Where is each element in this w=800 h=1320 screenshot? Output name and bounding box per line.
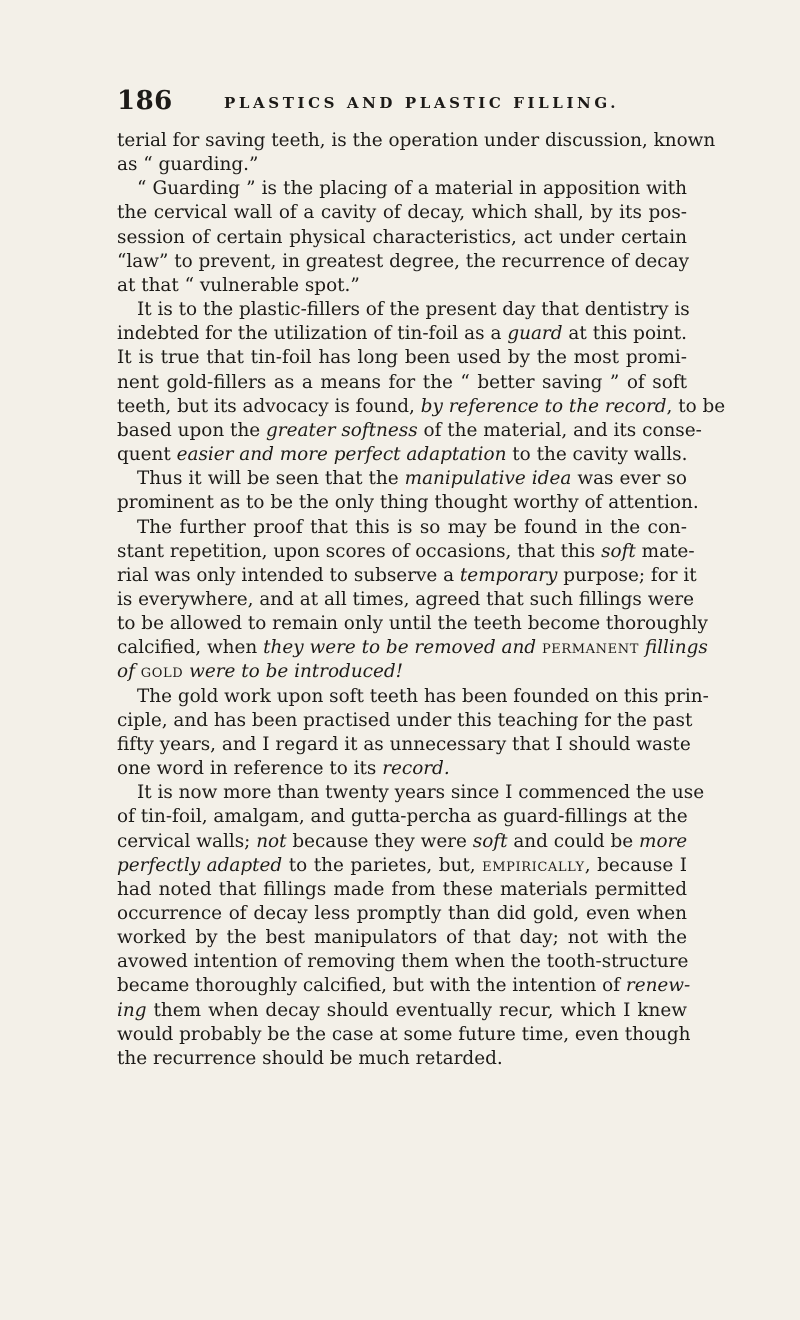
text-line (117, 1047, 687, 1071)
text-segment: fifty years, and I regard it as unnecessary that I should waste (117, 733, 691, 755)
text-segment: , to be (666, 395, 726, 417)
text-segment: calcified, when (117, 637, 264, 659)
text-line (117, 636, 708, 660)
text-segment: the cervical wall of a cavity of decay, which shall, by its pos- (117, 202, 687, 224)
text-segment: “law” to prevent, in greatest degree, the recurrence of decay (117, 250, 689, 272)
text-line (117, 226, 687, 250)
text-line (117, 467, 687, 491)
text-line (117, 1023, 691, 1047)
text-segment: The further proof that this is so may be found in the con- (137, 516, 687, 538)
text-segment: at this point. (562, 323, 687, 345)
text-segment: It is now more than twenty years since I commenced the use (137, 782, 705, 804)
text-segment: avowed intention of removing them when the tooth-structure (117, 951, 689, 973)
small-caps-text: gold (140, 661, 184, 683)
text-line (117, 298, 690, 322)
italic-text: record. (382, 758, 450, 780)
text-line (117, 950, 687, 974)
italic-text: perfectly adapted (117, 854, 283, 876)
italic-text: by reference to the record (420, 395, 667, 417)
text-segment: ciple, and has been practised under this teaching for the past (117, 709, 693, 731)
text-line (117, 491, 699, 515)
text-line (117, 153, 687, 177)
text-line (117, 830, 687, 854)
text-segment: one word in reference to its (117, 758, 383, 780)
italic-text: easier and more perfect adaptation (176, 444, 507, 466)
running-head: PLASTICS AND PLASTIC FILLING. (224, 94, 620, 112)
text-line (117, 201, 687, 225)
text-line (117, 660, 687, 684)
italic-text: soft (472, 830, 508, 852)
text-segment: rial was only intended to subserve a (117, 564, 460, 586)
small-caps-text: empirically (482, 854, 585, 876)
text-line (117, 974, 691, 998)
italic-text: greater softness (266, 419, 418, 441)
text-segment: , because I (584, 854, 688, 876)
text-segment: stant repetition, upon scores of occasions, that this (117, 540, 602, 562)
text-segment: quent (117, 444, 177, 466)
text-segment: prominent as to be the only thing thought worthy of attention. (117, 492, 699, 514)
text-segment: became thoroughly calcified, but with the intention of (117, 975, 626, 997)
italic-text: manipulative idea (404, 468, 572, 490)
text-segment: at that “ vulnerable spot.” (117, 274, 360, 296)
text-line (117, 926, 687, 950)
text-segment: The gold work upon soft teeth has been founded on this prin- (137, 685, 709, 707)
text-segment: to be allowed to remain only until the teeth become thoroughly (117, 613, 708, 635)
text-line (117, 346, 687, 370)
text-line (117, 805, 687, 829)
text-line (117, 443, 687, 467)
text-line (117, 371, 687, 395)
text-segment: them when decay should eventually recur, which I knew (146, 999, 687, 1021)
italic-text: ing (117, 999, 147, 1021)
italic-text: of (117, 661, 135, 683)
text-line (117, 419, 702, 443)
text-segment: worked by the best manipulators of that day; not with the (117, 927, 687, 949)
text-segment: because they were (286, 830, 473, 852)
text-segment: is everywhere, and at all times, agreed that such fillings were (117, 588, 694, 610)
italic-text: guard (507, 323, 563, 345)
italic-text: not (256, 830, 287, 852)
text-segment: had noted that fillings made from these materials permitted (117, 878, 687, 900)
italic-text: temporary (459, 564, 558, 586)
text-segment: occurrence of decay less promptly than did gold, even when (117, 903, 687, 924)
text-segment: as “ guarding.” (117, 154, 259, 176)
text-line (117, 588, 694, 612)
text-segment: purpose; for it (557, 564, 697, 586)
italic-text: soft (601, 540, 636, 562)
italic-text: renew- (625, 975, 691, 997)
text-line (117, 322, 687, 346)
text-line (117, 781, 705, 805)
text-segment: of tin-foil, amalgam, and gutta-percha as guard-fillings at the (117, 806, 688, 828)
text-line (117, 516, 687, 540)
text-segment: was ever so (571, 468, 687, 490)
text-line (117, 878, 687, 902)
text-line (117, 733, 691, 757)
text-segment: mate- (635, 540, 695, 562)
body-text (117, 129, 726, 1071)
text-line (117, 564, 697, 588)
text-line (117, 757, 687, 781)
text-segment: would probably be the case at some future time, even though (117, 1023, 691, 1045)
text-segment: terial for saving teeth, is the operation under discussion, known (117, 130, 716, 151)
text-segment: and could be (507, 830, 639, 852)
text-segment: “ Guarding ” is the placing of a material in apposition with (137, 178, 687, 200)
text-line (117, 250, 687, 274)
text-line (117, 274, 687, 298)
text-segment: indebted for the utilization of tin-foil as a (117, 323, 508, 345)
text-line (117, 685, 709, 709)
text-line (117, 540, 695, 564)
text-line (117, 129, 716, 153)
italic-text: they were to be removed and (263, 637, 537, 659)
text-segment: nent gold-fillers as a means for the “ better saving ” of soft (117, 371, 687, 393)
italic-text: fillings (644, 637, 708, 659)
text-segment: Thus it will be seen that the (137, 468, 405, 490)
text-segment: It is true that tin-foil has long been used by the most promi- (117, 347, 687, 369)
text-segment: based upon the (117, 419, 267, 441)
text-segment: the recurrence should be much retarded. (117, 1047, 503, 1069)
small-caps-text: permanent (541, 637, 639, 659)
text-segment: It is to the plastic-fillers of the present day that dentistry is (137, 299, 690, 321)
text-segment: teeth, but its advocacy is found, (117, 395, 421, 417)
text-line (117, 854, 687, 878)
text-segment: session of certain physical characteristics, act under certain (117, 226, 687, 248)
text-line (117, 902, 687, 926)
text-segment: to the cavity walls. (506, 444, 688, 466)
text-line (117, 999, 687, 1023)
page-number: 186 (117, 86, 173, 116)
text-line (117, 177, 687, 201)
text-segment: cervical walls; (117, 830, 257, 852)
page-header (117, 86, 717, 120)
text-line (117, 612, 708, 636)
italic-text: were to be introduced! (189, 661, 404, 683)
text-segment: to the parietes, but, (282, 854, 483, 876)
text-line (117, 395, 726, 419)
text-segment: of the material, and its conse- (417, 419, 702, 441)
text-line (117, 709, 693, 733)
italic-text: more (639, 830, 688, 852)
